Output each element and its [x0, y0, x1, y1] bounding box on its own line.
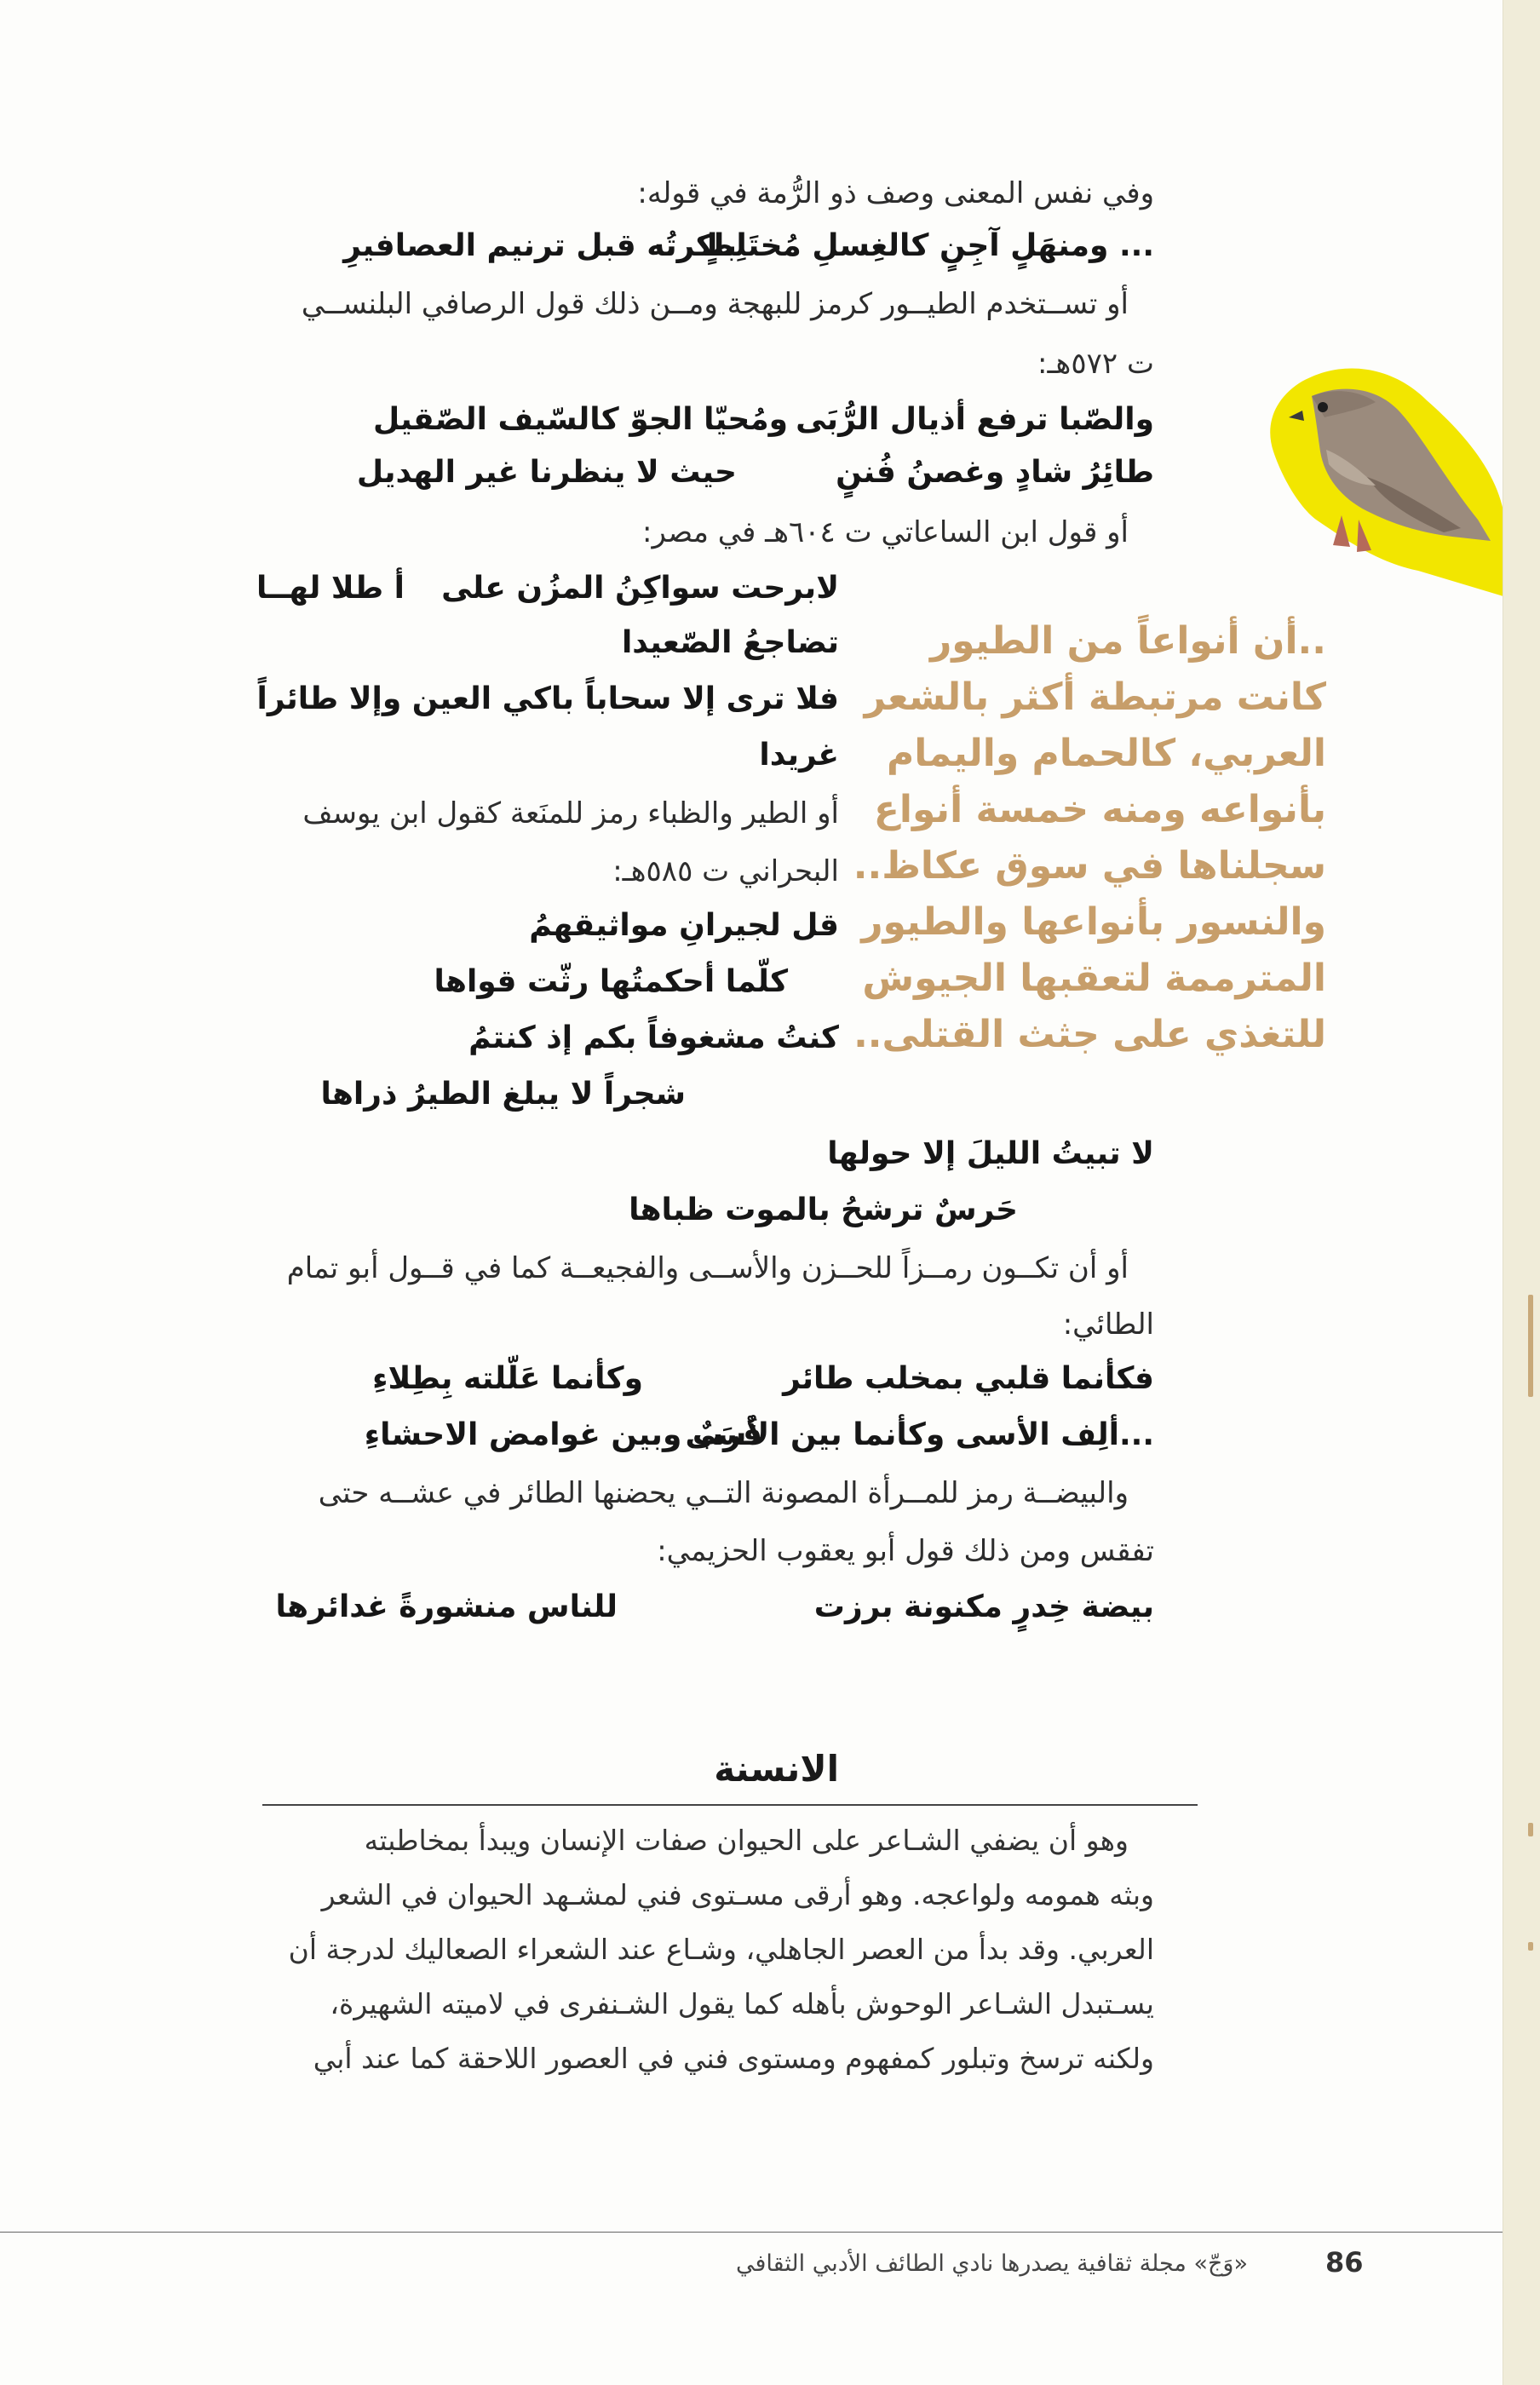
pull-quote-line: للتغذي على جثث القتلى.. [853, 1013, 1326, 1056]
footer-rule [0, 2232, 1503, 2233]
verse-line: طائِرُ شادٍ وغصنُ فُننٍ [836, 455, 1154, 490]
verse-line: حَرسٌ ترشحُ بالموت ظباها [629, 1192, 1018, 1227]
pull-quote-line: العربي، كالحمام واليمام [887, 732, 1326, 775]
verse-line: حيث لا ينظرنا غير الهديل [356, 455, 737, 490]
bird-illustration [1248, 349, 1503, 596]
text-line: والبيضــة رمز للمــرأة المصونة التــي يحضنها الطائر في عشــه حتى [318, 1476, 1129, 1510]
text-line: أو الطير والظباء رمز للمنَعة كقول ابن يوسف [302, 796, 839, 830]
verse-line: فلا ترى إلا سحاباً باكي العين وإلا طائراً [256, 681, 839, 716]
verse-line: للناس منشورةً غدائرها [275, 1589, 618, 1624]
edge-mark [1528, 1295, 1533, 1397]
verse-line: قُربٌ وبين غوامض الاحشاءِ [364, 1417, 762, 1452]
edge-mark [1528, 1942, 1533, 1951]
verse-line: تضاجعُ الصّعيدا [621, 625, 839, 660]
verse-line: والصّبا ترفع أذيال الرُّبَى [796, 402, 1154, 437]
footer-magazine-title: «وَجّ» مجلة ثقافية يصدرها نادي الطائف الأدبي الثقافي [735, 2250, 1248, 2277]
page-edge-strip [1503, 0, 1540, 2385]
pull-quote-line: المترممة لتعقبها الجيوش [862, 957, 1326, 1000]
text-line: أو أن تكــون رمــزاً للحــزن والأســى والفجيعــة كما في قــول أبو تمام [286, 1251, 1129, 1285]
text-line: أو قول ابن الساعاتي ت ٦٠٤هـ في مصر: [642, 515, 1129, 549]
verse-line: لابرحت سواكِنُ المزُن على [441, 571, 839, 606]
edge-mark [1528, 1823, 1533, 1836]
verse-line: كنتُ مشغوفاً بكم إذ كنتمُ [468, 1020, 839, 1055]
paragraph-line: وبثه همومه ولواعجه. وهو أرقى مسـتوى فني لمشـهد الحيوان في الشعر [321, 1878, 1154, 1911]
pull-quote [853, 613, 1326, 1063]
verse-line: لا تبيتُ الليلَ إلا حولها [827, 1136, 1154, 1171]
verse-line: أ طلا لهــا [256, 571, 405, 606]
paragraph-line: ولكنه ترسخ وتبلور كمفهوم ومستوى فني في العصور اللاحقة كما عند أبي [313, 2042, 1154, 2075]
text-line: تفقس ومن ذلك قول أبو يعقوب الحزيمي: [657, 1534, 1154, 1568]
pull-quote-line: بأنواعه ومنه خمسة أنواع [873, 788, 1326, 831]
verse-line: شجراً لا يبلغ الطيرُ ذراها [320, 1077, 686, 1112]
verse-line: بيضة خِدرٍ مكنونة برزت [813, 1589, 1154, 1624]
section-title: الانسنة [714, 1748, 839, 1790]
paragraph-line: العربي. وقد بدأ من العصر الجاهلي، وشـاع عند الشعراء الصعاليك لدرجة أن [288, 1933, 1154, 1966]
verse-line: كلّما أحكمتُها رثّت قواها [434, 964, 788, 999]
pull-quote-line: سجلناها في سوق عكاظ.. [853, 844, 1326, 888]
pull-quote-line: والنسور بأنواعها والطيور [861, 900, 1326, 944]
text-line: البحراني ت ٥٨٥هـ: [612, 854, 839, 888]
paragraph-line: وهو أن يضفي الشـاعر على الحيوان صفات الإنسان ويبدأ بمخاطبته [364, 1824, 1129, 1857]
text-line: ت ٥٧٢هـ: [1037, 347, 1154, 381]
verse-line: ...ألِف الأسى وكأنما بين الأسَى [685, 1417, 1154, 1452]
section-rule [262, 1804, 1198, 1806]
verse-line: قل لجيرانِ مواثيقهمُ [529, 908, 839, 943]
text-line: أو تســتخدم الطيــور كرمز للبهجة ومــن ذلك قول الرصافي البلنســي [301, 287, 1129, 321]
verse-line: فكأنما قلبي بمخلب طائر [783, 1361, 1154, 1396]
paragraph-line: يسـتبدل الشـاعر الوحوش بأهله كما يقول الشـنفرى في لاميته الشهيرة، [330, 1987, 1154, 2020]
verse-line: غريدا [759, 738, 839, 773]
text-line: وفي نفس المعنى وصف ذو الرُّمة في قوله: [637, 176, 1154, 210]
pull-quote-line: كانت مرتبطة أكثر بالشعر [864, 675, 1326, 719]
verse-line: باكرتُه قبل ترنيم العصافيرِ [343, 228, 737, 263]
text-line: الطائي: [1062, 1307, 1154, 1342]
verse-line: وكأنما عَلّلته بِطِلاءِ [372, 1361, 643, 1396]
page-number: 86 [1325, 2246, 1364, 2279]
verse-line: ... ومنهَلٍ آجِنٍ كالغِسلِ مُختَلِطٍ [702, 228, 1154, 263]
verse-line: ومُحيّا الجوّ كالسّيف الصّقيل [372, 402, 788, 437]
pull-quote-line: ..أن أنواعاً من الطيور [929, 619, 1326, 663]
